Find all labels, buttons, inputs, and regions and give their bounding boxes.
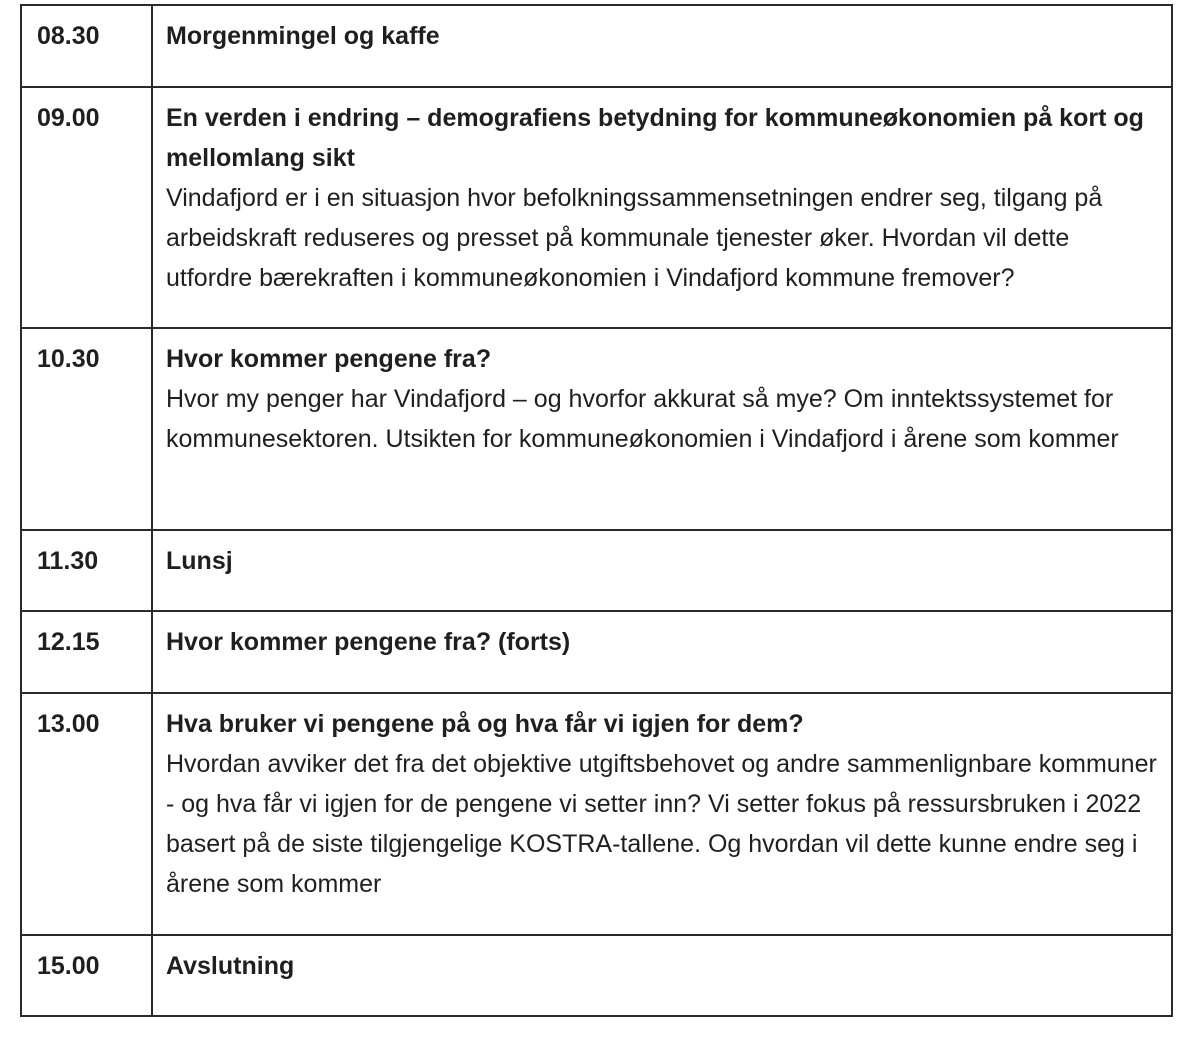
- agenda-row: [21, 611, 1172, 693]
- session-description: Hvordan avviker det fra det objektive utgiftsbehovet og andre sammenlignbare kommuner - og hva får vi igjen for de pengene vi setter inn? Vi setter fokus på ressursbruken i 2022 basert på de siste tilgjengelige KOSTRA-tallene. Og hvordan vil dette kunne endre seg i årene som kommer: [166, 750, 1157, 898]
- session-time: 11.30: [37, 547, 99, 575]
- session-cell: [152, 530, 1172, 611]
- session-cell: [152, 611, 1172, 693]
- session-time: 15.00: [37, 952, 100, 980]
- session-title: Morgenmingel og kaffe: [166, 22, 440, 50]
- session-title: Hvor kommer pengene fra? (forts): [166, 628, 571, 656]
- session-title: Hvor kommer pengene fra?: [166, 345, 492, 373]
- time-cell: [21, 693, 152, 935]
- session-cell: [152, 693, 1172, 935]
- session-cell: [152, 328, 1172, 530]
- agenda-row: [21, 5, 1172, 87]
- agenda-row: [21, 87, 1172, 328]
- session-time: 13.00: [37, 710, 100, 738]
- session-time: 12.15: [37, 628, 100, 656]
- time-cell: [21, 530, 152, 611]
- session-title: Lunsj: [166, 547, 233, 575]
- agenda-row: [21, 693, 1172, 935]
- session-cell: [152, 5, 1172, 87]
- session-time: 09.00: [37, 104, 100, 132]
- session-title: Hva bruker vi pengene på og hva får vi igjen for dem?: [166, 710, 804, 738]
- session-title: Avslutning: [166, 952, 295, 980]
- session-description: Vindafjord er i en situasjon hvor befolkningssammensetningen endrer seg, tilgang på arbeidskraft reduseres og presset på kommunale tjenester øker. Hvordan vil dette utfordre bærekraften i kommuneøkonomien i Vindafjord kommune fremover?: [166, 184, 1103, 292]
- agenda-row: [21, 328, 1172, 530]
- time-cell: [21, 87, 152, 328]
- session-description: Hvor my penger har Vindafjord – og hvorfor akkurat så mye? Om inntektssystemet for kommunesektoren. Utsikten for kommuneøkonomien i Vindafjord i årene som kommer: [166, 385, 1119, 453]
- agenda-table: [20, 4, 1173, 1017]
- session-time: 08.30: [37, 22, 100, 50]
- session-cell: [152, 935, 1172, 1016]
- agenda-row: [21, 935, 1172, 1016]
- agenda-row: [21, 530, 1172, 611]
- session-cell: [152, 87, 1172, 328]
- time-cell: [21, 611, 152, 693]
- time-cell: [21, 328, 152, 530]
- time-cell: [21, 5, 152, 87]
- session-title: En verden i endring – demografiens betydning for kommuneøkonomien på kort og mellomlang sikt: [166, 104, 1144, 172]
- time-cell: [21, 935, 152, 1016]
- session-time: 10.30: [37, 345, 100, 373]
